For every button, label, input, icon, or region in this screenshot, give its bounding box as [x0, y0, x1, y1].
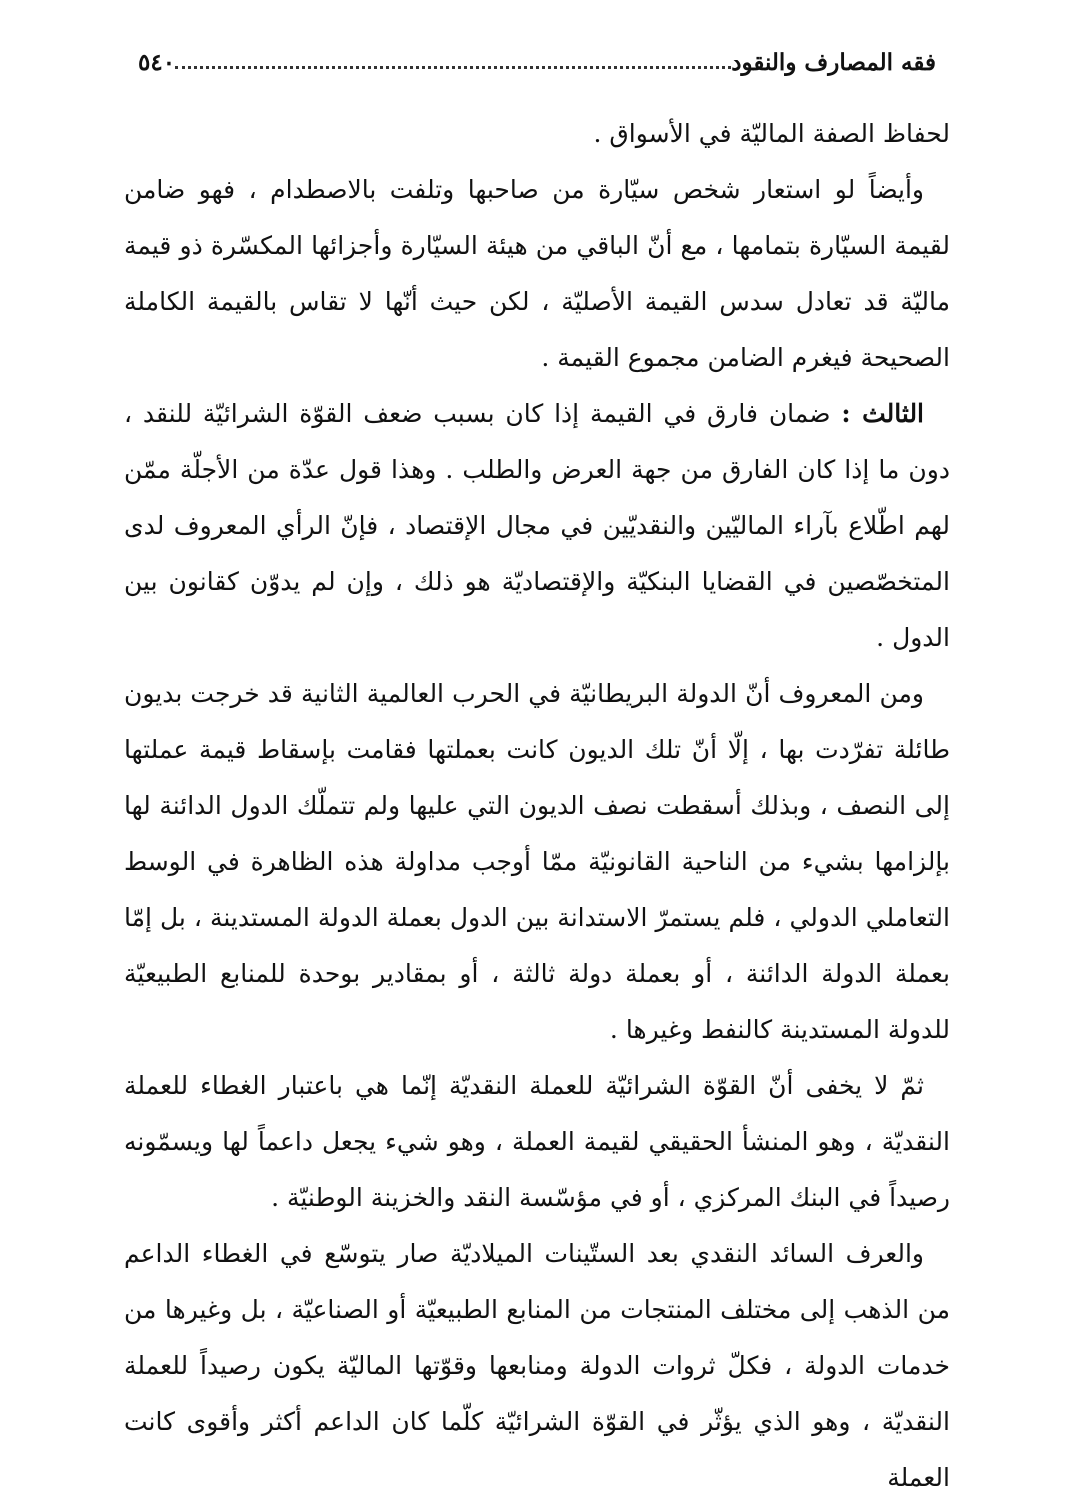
paragraph-6	[124, 1226, 950, 1506]
paragraph-lead-term: الثالث :	[841, 399, 925, 428]
paragraph-5	[124, 1058, 950, 1226]
paragraph-4	[124, 666, 950, 1058]
page-number: ٥٤٠	[138, 48, 176, 76]
paragraph-text: ضمان فارق في القيمة إذا كان بسبب ضعف القوّة الشرائيّة للنقد ، دون ما إذا كان الفارق من جهة العرض والطلب . وهذا قول عدّة من الأجلّة ممّن لهم اطّلاع بآراء الماليّين والنقديّين في مجال الإقتصاد ، فإنّ الرأي المعروف لدى المتخصّصين في القضايا البنكيّة والإقتصاديّة هو ذلك ، وإن لم يدوّن كقانون بين الدول .	[124, 399, 950, 652]
paragraph-1	[124, 106, 950, 162]
paragraph-3	[124, 386, 950, 666]
header-dotted-leader	[175, 66, 731, 69]
body-text	[124, 106, 950, 1506]
paragraph-text: ثمّ لا يخفى أنّ القوّة الشرائيّة للعملة النقديّة إنّما هي باعتبار الغطاء للعملة النقديّة ، وهو المنشأ الحقيقي لقيمة العملة ، وهو شيء يجعل داعماً لها ويسمّونه رصيداً في البنك المركزي ، أو في مؤسّسة النقد والخزينة الوطنيّة .	[124, 1071, 950, 1212]
running-title: فقه المصارف والنقود	[731, 48, 936, 76]
paragraph-text: لحفاظ الصفة الماليّة في الأسواق .	[593, 119, 950, 148]
page-header	[124, 38, 950, 86]
paragraph-text: وأيضاً لو استعار شخص سيّارة من صاحبها وتلفت بالاصطدام ، فهو ضامن لقيمة السيّارة بتمامها ، مع أنّ الباقي من هيئة السيّارة وأجزائها المكسّرة ذو قيمة ماليّة قد تعادل سدس القيمة الأصليّة ، لكن حيث أنّها لا تقاس بالقيمة الكاملة الصحيحة فيغرم الضامن مجموع القيمة .	[124, 175, 950, 372]
paragraph-text: والعرف السائد النقدي بعد الستّينات الميلاديّة صار يتوسّع في الغطاء الداعم من الذهب إلى مختلف المنتجات من المنابع الطبيعيّة أو الصناعيّة ، بل وغيرها من خدمات الدولة ، فكلّ ثروات الدولة ومنابعها وقوّتها الماليّة يكون رصيداً للعملة النقديّة ، وهو الذي يؤثّر في القوّة الشرائيّة كلّما كان الداعم أكثر وأقوى كانت العملة	[124, 1239, 950, 1492]
paragraph-text: ومن المعروف أنّ الدولة البريطانيّة في الحرب العالمية الثانية قد خرجت بديون طائلة تفرّدت بها ، إلّا أنّ تلك الديون كانت بعملتها فقامت بإسقاط قيمة عملتها إلى النصف ، وبذلك أسقطت نصف الديون التي عليها ولم تتملّك الدول الدائنة لها بإلزامها بشيء من الناحية القانونيّة ممّا أوجب مداولة هذه الظاهرة في الوسط التعاملي الدولي ، فلم يستمرّ الاستدانة بين الدول بعملة الدولة المستدينة ، بل إمّا بعملة الدولة الدائنة ، أو بعملة دولة ثالثة ، أو بمقادير بوحدة للمنابع الطبيعيّة للدولة المستدينة كالنفط وغيرها .	[124, 679, 950, 1044]
paragraph-2	[124, 162, 950, 386]
